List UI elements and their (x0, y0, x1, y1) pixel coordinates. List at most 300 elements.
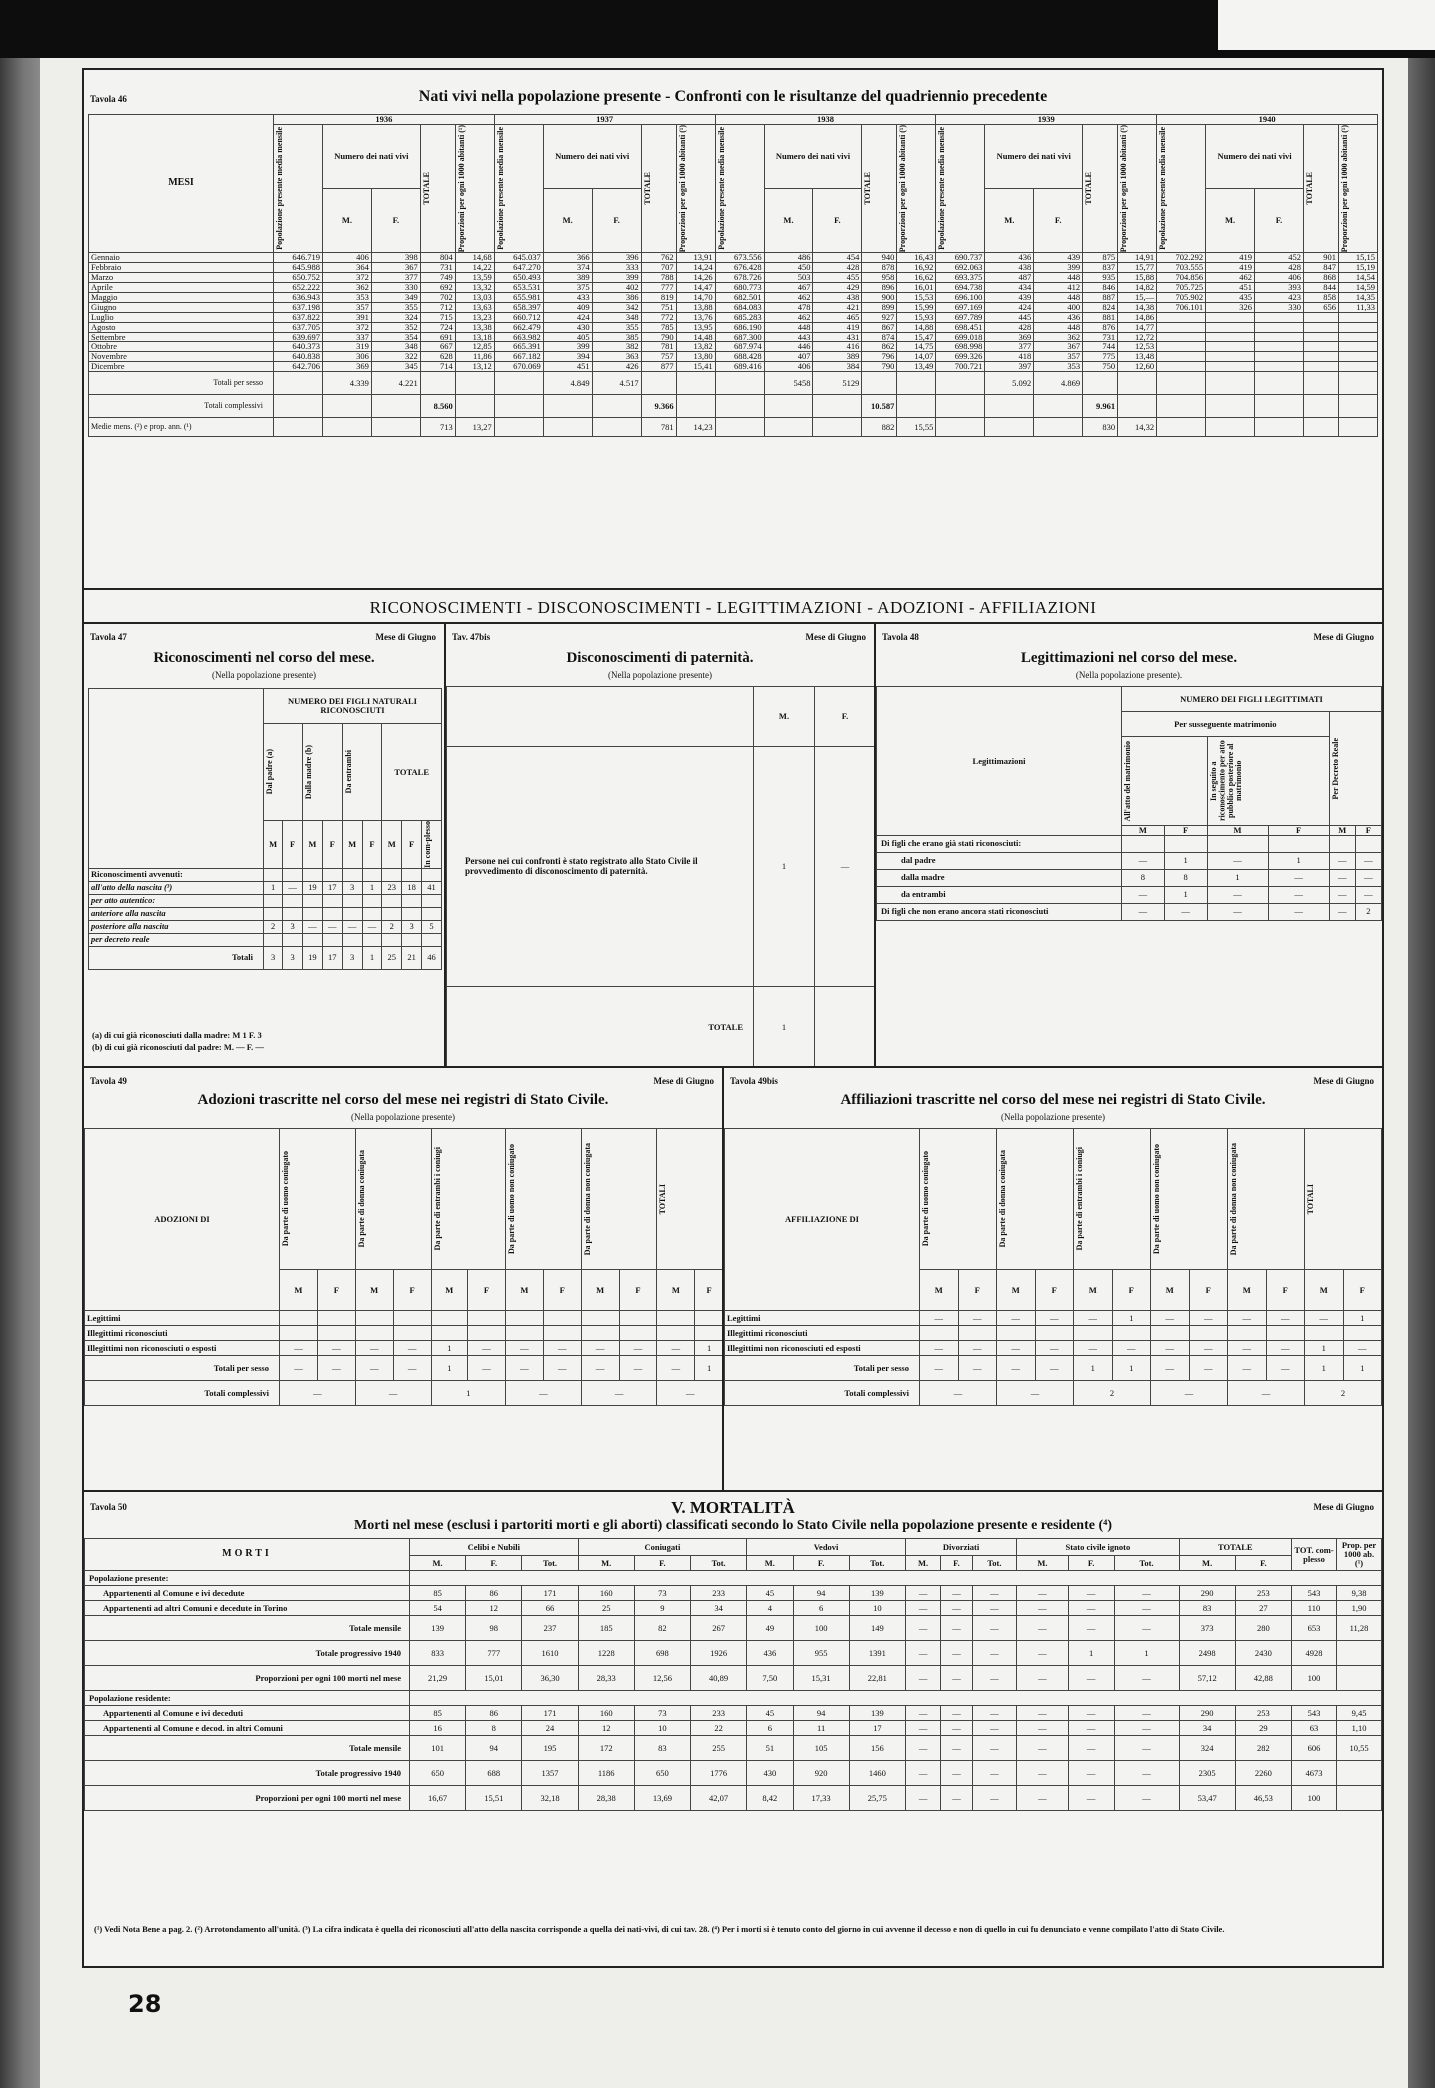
cell: 696.100 (936, 292, 985, 302)
cell: 637.198 (274, 302, 323, 312)
cell: 51 (747, 1736, 793, 1761)
section-heading: RICONOSCIMENTI - DISCONOSCIMENTI - LEGITTIMAZIONI - ADOZIONI - AFFILIAZIONI (369, 598, 1097, 617)
cell (1189, 1326, 1228, 1341)
cell (695, 1311, 724, 1326)
cell: 875 (1083, 253, 1118, 263)
cell: — (920, 1311, 959, 1326)
month-label: Ottobre (89, 342, 274, 352)
cell: — (941, 1641, 972, 1666)
cell (362, 868, 382, 881)
cell (1337, 1666, 1382, 1691)
cell: 1 (431, 1356, 468, 1381)
cell: 53,47 (1179, 1786, 1235, 1811)
cell: 384 (813, 362, 862, 372)
cell (322, 933, 342, 946)
cell (342, 894, 362, 907)
row-head: Legittimazioni (877, 687, 1122, 836)
col-sex: M (997, 1270, 1036, 1311)
totali-sesso-label: Totali per sesso (89, 372, 274, 395)
scan-left-shadow (0, 58, 40, 2088)
cell: 704.856 (1157, 272, 1206, 282)
cell: — (283, 881, 303, 894)
cell: 867 (862, 322, 897, 332)
col-sex: F (322, 821, 342, 869)
cell: — (1329, 852, 1355, 869)
cell: 887 (1083, 292, 1118, 302)
cell: 685.283 (715, 312, 764, 322)
table-row (89, 292, 1378, 302)
cell: 686.190 (715, 322, 764, 332)
cell (264, 868, 283, 881)
table-title: Affiliazioni trascritte nel corso del mese nei registri di Stato Civile. (840, 1092, 1266, 1108)
cell: 436 (1034, 312, 1083, 322)
cell: — (657, 1356, 695, 1381)
cell: 40,89 (691, 1666, 747, 1691)
cell: — (355, 1341, 393, 1356)
cell: 785 (641, 322, 676, 332)
cell: 290 (1179, 1586, 1235, 1601)
riconoscimenti-table (88, 688, 442, 970)
cell: 398 (371, 253, 420, 263)
cell: 647.270 (494, 263, 543, 273)
cell: 13,69 (634, 1786, 690, 1811)
empty-cell (274, 418, 323, 437)
row-label: Illegittimi non riconosciuti ed esposti (725, 1341, 920, 1356)
group-header: TOTALE (1179, 1539, 1291, 1556)
cell: — (972, 1761, 1017, 1786)
cell: — (997, 1311, 1036, 1326)
cell: 1 (1074, 1356, 1113, 1381)
empty-cell (897, 372, 936, 395)
cell: 691 (420, 332, 455, 342)
empty-cell (764, 418, 813, 437)
cell: 9,45 (1337, 1706, 1382, 1721)
cell: 1 (1164, 852, 1207, 869)
table-row (85, 1721, 1382, 1736)
table-row (89, 312, 1378, 322)
cell: 824 (1083, 302, 1118, 312)
cell: 690.737 (936, 253, 985, 263)
cell: — (905, 1601, 940, 1616)
filler (877, 920, 1382, 1031)
cell: 1,90 (1337, 1601, 1382, 1616)
cell: 233 (691, 1706, 747, 1721)
cell: 1 (362, 881, 382, 894)
cell: 399 (592, 272, 641, 282)
cell: 15,53 (897, 292, 936, 302)
cell: 101 (410, 1736, 466, 1761)
cell: — (1035, 1356, 1074, 1381)
total-value: 1 (754, 987, 815, 1068)
cell (402, 933, 422, 946)
cell (1339, 322, 1378, 332)
table-title: Morti nel mese (esclusi i partoriti morti e gli aborti) classificati secondo lo Stato Civile nella popolazione presente e residente (⁴) (354, 1518, 1112, 1533)
cell: 83 (634, 1736, 690, 1761)
cell: — (1068, 1761, 1114, 1786)
cell: 13,38 (455, 322, 494, 332)
cell: — (972, 1706, 1017, 1721)
table-row (877, 835, 1382, 852)
cell: 27 (1235, 1601, 1291, 1616)
cell: 636.943 (274, 292, 323, 302)
cell: — (1068, 1706, 1114, 1721)
cell: 15,51 (466, 1786, 522, 1811)
cell (1337, 1786, 1382, 1811)
row-label: Legittimi (85, 1311, 280, 1326)
cell: — (905, 1736, 940, 1761)
year-header: 1939 (936, 115, 1157, 125)
medie-label: Medie mens. (²) e prop. ann. (¹) (89, 418, 274, 437)
scan-top-right-margin (1218, 0, 1435, 50)
table-title: Disconoscimenti di paternità. (566, 650, 754, 666)
cell: 698.451 (936, 322, 985, 332)
row-label: Totali per sesso (85, 1356, 280, 1381)
cell: 3 (283, 946, 303, 969)
cell: 503 (764, 272, 813, 282)
cell: 139 (410, 1616, 466, 1641)
cell: 1610 (522, 1641, 578, 1666)
cell: — (1114, 1761, 1179, 1786)
cell: 330 (371, 282, 420, 292)
cell: 233 (691, 1586, 747, 1601)
cell: 237 (522, 1616, 578, 1641)
cell: 367 (371, 263, 420, 273)
period: Mese di Giugno (1313, 632, 1374, 642)
cell: — (958, 1311, 997, 1326)
cell: 1,10 (1337, 1721, 1382, 1736)
cell: 652.222 (274, 282, 323, 292)
tavola-48 (876, 624, 1382, 1068)
cell: — (941, 1761, 972, 1786)
cell: 920 (793, 1761, 849, 1786)
cell: 876 (1083, 322, 1118, 332)
cell: 775 (1083, 352, 1118, 362)
col-sex: F (393, 1270, 431, 1311)
cell: 687.300 (715, 332, 764, 342)
cell: 10 (634, 1721, 690, 1736)
col-sex: F (695, 1270, 724, 1311)
row-head: AFFILIAZIONE DI (725, 1129, 920, 1311)
cell: 195 (522, 1736, 578, 1761)
cell: 16,43 (897, 253, 936, 263)
cell (1207, 835, 1268, 852)
totali-complessivi-row (89, 395, 1378, 418)
cell: 15,47 (897, 332, 936, 342)
cell: — (1114, 1721, 1179, 1736)
cell: — (920, 1356, 959, 1381)
year-header: 1936 (274, 115, 495, 125)
month-label: Aprile (89, 282, 274, 292)
cell: — (1068, 1601, 1114, 1616)
cell: — (543, 1341, 581, 1356)
table-subtitle: (Nella popolazione presente) (212, 670, 316, 680)
col-sub: F. (1068, 1556, 1114, 1571)
group-header: Stato civile ignoto (1017, 1539, 1179, 1556)
col-sub: Tot. (849, 1556, 905, 1571)
cell (1304, 362, 1339, 372)
cell: 267 (691, 1616, 747, 1641)
cell: — (1112, 1341, 1151, 1356)
cell (1339, 332, 1378, 342)
cell: 487 (985, 272, 1034, 282)
table-row (85, 1641, 1382, 1666)
cell (1304, 352, 1339, 362)
col-group (303, 724, 343, 821)
empty-cell (1339, 372, 1378, 395)
col-sex: F (1343, 1270, 1382, 1311)
col-totale (1083, 124, 1118, 252)
cell: 9 (634, 1601, 690, 1616)
cell: 751 (641, 302, 676, 312)
cell: 400 (1034, 302, 1083, 312)
cell (468, 1326, 506, 1341)
empty-cell (985, 418, 1034, 437)
col-m: M. (323, 189, 372, 253)
col-popolazione (494, 124, 543, 252)
row-label: dal padre (877, 852, 1122, 869)
cell: 326 (1206, 302, 1255, 312)
col-sex: M (1074, 1270, 1113, 1311)
cell: 10.587 (862, 395, 897, 418)
cell: 424 (543, 312, 592, 322)
cell: 1 (1305, 1356, 1344, 1381)
cell: 357 (1034, 352, 1083, 362)
cell: — (972, 1666, 1017, 1691)
empty-cell (274, 395, 323, 418)
col-group-label: TOTALI (1306, 1183, 1315, 1215)
cell: — (1114, 1666, 1179, 1691)
cell (1337, 1641, 1382, 1666)
empty-cell (676, 372, 715, 395)
cell: 421 (813, 302, 862, 312)
cell: 2260 (1235, 1761, 1291, 1786)
cell: 94 (793, 1586, 849, 1601)
cell (422, 933, 442, 946)
cell: 12,60 (1118, 362, 1157, 372)
cell: 4.339 (323, 372, 372, 395)
cell: 14,88 (897, 322, 936, 332)
cell: 1 (1164, 886, 1207, 903)
cell: 15,15 (1339, 253, 1378, 263)
cell: 2 (1074, 1381, 1151, 1406)
col-sex: M (342, 821, 362, 869)
cell (431, 1326, 468, 1341)
cell (1268, 835, 1329, 852)
cell: 656 (1304, 302, 1339, 312)
cell: 389 (813, 352, 862, 362)
tavola-47bis (446, 624, 876, 1068)
cell: — (1068, 1786, 1114, 1811)
col-nati: Numero dei nati vivi (764, 124, 862, 188)
cell: 8 (1164, 869, 1207, 886)
cell (303, 907, 323, 920)
col-proporzioni-label: Proporzioni per ogni 1000 abitanti (¹) (456, 124, 466, 253)
cell (1206, 372, 1255, 395)
table-row (89, 933, 442, 946)
row-label: Illegittimi riconosciuti (725, 1326, 920, 1341)
col-group (355, 1129, 431, 1270)
cell: 366 (543, 253, 592, 263)
cell: 448 (764, 322, 813, 332)
cell: 646.719 (274, 253, 323, 263)
cell: 423 (1255, 292, 1304, 302)
cell: 15,31 (793, 1666, 849, 1691)
cell: 357 (323, 302, 372, 312)
cell: 369 (323, 362, 372, 372)
cell: — (1228, 1311, 1267, 1326)
col-totale (862, 124, 897, 252)
cell: 406 (764, 362, 813, 372)
tab-label: Tavola 49bis (730, 1076, 778, 1086)
cell: — (920, 1341, 959, 1356)
month-label: Agosto (89, 322, 274, 332)
col-group (505, 1129, 581, 1270)
col-sex: M (1228, 1270, 1267, 1311)
cell: 1 (1207, 869, 1268, 886)
col-proporzioni (897, 124, 936, 252)
cell: 955 (793, 1641, 849, 1666)
affiliazioni-table (724, 1128, 1382, 1406)
cell: 172 (578, 1736, 634, 1761)
col-proporzioni-label: Proporzioni per ogni 1000 abitanti (¹) (677, 124, 687, 253)
row-label: Appartenenti ad altri Comuni e decedute in Torino (85, 1601, 410, 1616)
cell: — (1266, 1356, 1305, 1381)
col-proporzioni (1339, 124, 1378, 252)
cell: — (468, 1341, 506, 1356)
cell: 1 (1268, 852, 1329, 869)
cell: 705.725 (1157, 282, 1206, 292)
empty-cell (371, 395, 420, 418)
cell (543, 1326, 581, 1341)
total-label: TOTALE (447, 987, 754, 1068)
period: Mese di Giugno (1313, 1502, 1374, 1512)
table-row (725, 1356, 1382, 1381)
table-subtitle: (Nella popolazione presente). (1075, 670, 1183, 680)
cell: 430 (747, 1761, 793, 1786)
cell (619, 1311, 657, 1326)
cell: — (1017, 1616, 1069, 1641)
col-sub: M. (747, 1556, 793, 1571)
cell: 63 (1292, 1721, 1337, 1736)
cell: 10 (849, 1601, 905, 1616)
cell: 17 (322, 946, 342, 969)
cell: 663.982 (494, 332, 543, 342)
table-row (89, 342, 1378, 352)
month-label: Dicembre (89, 362, 274, 372)
col-sex: M (303, 821, 323, 869)
adozioni-row (84, 1068, 1382, 1492)
cell (1255, 322, 1304, 332)
cell: 9,38 (1337, 1586, 1382, 1601)
cell: 9.961 (1083, 395, 1118, 418)
cell (958, 1326, 997, 1341)
cell: 697.789 (936, 312, 985, 322)
cell: 393 (1255, 282, 1304, 292)
cell: 439 (985, 292, 1034, 302)
cell: 2430 (1235, 1641, 1291, 1666)
cell (264, 894, 283, 907)
cell: 13,88 (676, 302, 715, 312)
table-row (85, 1706, 1382, 1721)
group-header: NUMERO DEI FIGLI NATURALI RICONOSCIUTI (264, 689, 442, 724)
cell: — (280, 1381, 356, 1406)
col-group (342, 724, 382, 821)
cell (1206, 322, 1255, 332)
cell: 15,99 (897, 302, 936, 312)
table-row (89, 907, 442, 920)
cell: 139 (849, 1586, 905, 1601)
cell: 8 (466, 1721, 522, 1736)
cell: 796 (862, 352, 897, 362)
cell (283, 868, 303, 881)
cell: 693.375 (936, 272, 985, 282)
cell: 1391 (849, 1641, 905, 1666)
cell: — (1114, 1786, 1179, 1811)
cell: 9.366 (641, 395, 676, 418)
cell: 896 (862, 282, 897, 292)
cell (1339, 312, 1378, 322)
cell: 424 (985, 302, 1034, 312)
cell: 688 (466, 1761, 522, 1786)
cell: 13,49 (897, 362, 936, 372)
col-sex: M (657, 1270, 695, 1311)
empty-cell (1206, 395, 1255, 418)
empty-cell (410, 1691, 1382, 1706)
row-label: Totale progressivo 1940 (85, 1761, 410, 1786)
col-f: F. (1255, 189, 1304, 253)
row-label: Totale mensile (85, 1616, 410, 1641)
cell: 749 (420, 272, 455, 282)
table-title: Adozioni trascritte nel corso del mese nei registri di Stato Civile. (197, 1092, 609, 1108)
cell: 707 (641, 263, 676, 273)
year-header: 1937 (494, 115, 715, 125)
row-label: Totali (89, 946, 264, 969)
table-row (89, 322, 1378, 332)
cell: 28,38 (578, 1786, 634, 1811)
cell: — (1068, 1586, 1114, 1601)
cell: 156 (849, 1736, 905, 1761)
cell: 451 (543, 362, 592, 372)
cell: — (1122, 886, 1165, 903)
cell: — (972, 1786, 1017, 1811)
cell: — (1164, 903, 1207, 920)
cell (431, 1311, 468, 1326)
col-sex: F (317, 1270, 355, 1311)
cell: — (972, 1641, 1017, 1666)
totali-sesso-row (89, 372, 1378, 395)
cell: — (581, 1381, 657, 1406)
table-row (85, 1326, 724, 1341)
cell (280, 1311, 318, 1326)
cell: 14,91 (1118, 253, 1157, 263)
cell: 1 (264, 881, 283, 894)
cell: 149 (849, 1616, 905, 1641)
cell: 430 (543, 322, 592, 332)
cell: 12,72 (1118, 332, 1157, 342)
cell: 353 (323, 292, 372, 302)
cell (402, 894, 422, 907)
table-row (85, 1571, 1382, 1586)
cell: — (657, 1341, 695, 1356)
cell: 714 (420, 362, 455, 372)
table-row (877, 869, 1382, 886)
cell: — (1074, 1341, 1113, 1356)
cell: — (958, 1356, 997, 1381)
cell: 66 (522, 1601, 578, 1616)
empty-cell (1118, 372, 1157, 395)
row-label: all'atto della nascita (³) (89, 881, 264, 894)
group-header: Coniugati (578, 1539, 747, 1556)
